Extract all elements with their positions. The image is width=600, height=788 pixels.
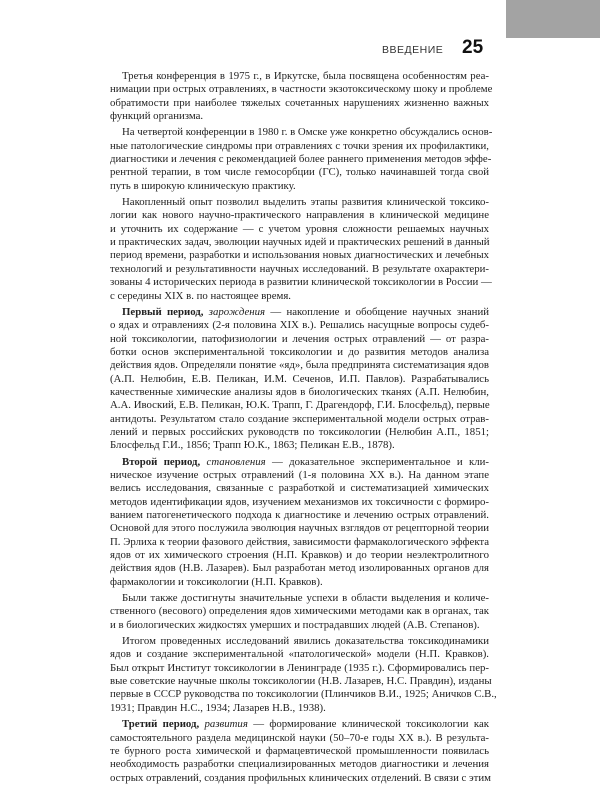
paragraph-line: ядов от их химического строения (Н.П. Кравков) и до теории неэлектролитного: [110, 549, 489, 562]
paragraph-line: ной токсикологии, патофизиологии и лечения острых отравлений — от разра-: [110, 332, 489, 345]
paragraph: [110, 126, 493, 193]
paragraph-line: и уточнить их содержание — с учетом уровня сложности решаемых научных: [110, 222, 489, 235]
paragraph-line: путь в широкую клиническую практику.: [110, 179, 296, 192]
paragraph: [110, 70, 493, 123]
paragraph-line: нимации при острых отравлениях, в частности экзотоксическому шоку и проблеме: [110, 83, 493, 96]
paragraph-line: лений и первых российских руководств по токсикологии (Нелюбин А.П., 1851;: [110, 425, 489, 438]
paragraph-line: и в биологических жидкостях умерших и пострадавших людей (А.В. Степанов).: [110, 618, 480, 631]
paragraph-line: А.А. Ивоский, Е.В. Пеликан, Ю.К. Трапп, Г. Драгендорф, Г.И. Блосфельд), первые: [110, 399, 490, 412]
period-name: становления: [206, 455, 266, 468]
paragraph-line: и практических задач, эволюции научных идей и практических решений в данный: [110, 236, 490, 249]
paragraph-line: логии как нового научно-практического направления в клинической медицине: [110, 209, 489, 222]
paragraph-line: 1931; Правдин Н.С., 1934; Лазарев Н.В., 1938).: [110, 701, 326, 714]
period-name: зарождения: [208, 305, 266, 318]
paragraph-line: Накопленный опыт позволил выделить этапы развития клинической токсико-: [122, 196, 489, 209]
paragraph-line: ные патологические синдромы при отравлениях с точки зрения их профилактики,: [110, 139, 489, 152]
paragraph-line: функций организма.: [110, 110, 204, 123]
paragraph-line: Основой для этого послужила эволюция научных взглядов от рецепторной теории: [110, 522, 490, 535]
paragraph-line: рентной терапии, в том числе гемосорбции (ГС), только начинавшей тогда свой: [110, 166, 489, 179]
paragraph-line: [110, 718, 489, 731]
paragraph-line: обратимости при наиболее тяжелых сочетанных нарушениях жизненно важных: [110, 96, 489, 109]
paragraph-line: Третья конференция в 1975 г., в Иркутске, была посвящена особенностям реа-: [122, 70, 489, 82]
page-edge-tab: [506, 0, 600, 38]
paragraph-line: действия ядов (Н.В. Лазарев). Был разработан метод изолированных органов для: [110, 562, 489, 575]
paragraph-line: [110, 306, 489, 319]
period-lead-text: — доказательное экспериментальное и кли-: [265, 455, 490, 468]
paragraph-line: ядов и создание экспериментальной «патологической» модели (Н.П. Кравков).: [110, 648, 489, 661]
paragraph-line: о ядах и отравлениях (2-я половина XIX в.). Решались насущные вопросы судеб-: [110, 319, 489, 332]
paragraph-line: П. Эрлиха к теории фазового действия, зависимости фармакологического эффекта: [110, 535, 490, 548]
period-paragraph: [110, 456, 489, 589]
page-number: 25: [462, 37, 484, 58]
paragraph-line: Были также достигнуты значительные успехи в области выделения и количе-: [122, 592, 489, 605]
paragraph-line: действия ядов. Определяли понятие «яд», была предпринята систематизация ядов: [110, 359, 489, 372]
paragraph-line: ническое изучение острых отравлений (1-я половина XX в.). На данном этапе: [110, 468, 489, 481]
paragraph-line: велись исследования, связанные с разработкой и систематизацией химических: [110, 482, 489, 495]
body-text: [110, 70, 497, 788]
paragraph-line: зованы 4 исторических периода в развитии клинической токсикологии в России —: [110, 276, 492, 289]
paragraph-line: Итогом проведенных исследований явились доказательства токсикодинамики: [122, 635, 489, 648]
period-heading: Первый период,: [122, 305, 209, 318]
paragraph-line: вые советские научные школы токсикологии (Н.В. Лазарев, Н.С. Правдин), изданы: [110, 675, 492, 688]
period-paragraph: [110, 306, 489, 453]
paragraph-line: Был открыт Институт токсикологии в Ленинграде (1935 г.). Сформировались пер-: [110, 661, 489, 674]
paragraph-line: фармакологии и токсикологии (Н.П. Кравков).: [110, 575, 323, 588]
paragraph: [110, 196, 492, 303]
paragraph-line: самостоятельного раздела медицинской науки (50–70-е годы XX в.). В результа-: [110, 731, 489, 744]
period-heading: Третий период,: [122, 718, 205, 731]
period-paragraph: [110, 718, 489, 785]
paragraph-line: острых отравлений, создания профильных клинических отделений. В связи с этим: [110, 771, 491, 784]
paragraph-line: методов идентификации ядов, изучением механизмов их токсичности с формиро-: [110, 495, 489, 508]
paragraph-line: необходимость разработки специализированных методов диагностики и лечения: [110, 758, 489, 771]
paragraph-line: ботки основ экспериментальной токсикологии и до развития методов анализа: [110, 345, 489, 358]
paragraph-line: [110, 456, 489, 469]
period-lead-text: — формирование клинической токсикологии как: [247, 718, 490, 731]
period-heading: Второй период,: [122, 455, 207, 468]
paragraph: [110, 592, 489, 632]
paragraph-line: первые в СССР руководства по токсикологии (Плинчиков В.И., 1925; Аничков С.В.,: [110, 688, 497, 701]
paragraph-line: диагностики и лечения с рекомендацией более раннего применения методов эффе-: [110, 153, 492, 166]
running-head: ВВЕДЕНИЕ: [382, 44, 444, 56]
period-name: развития: [204, 718, 248, 731]
paragraph-line: Блосфельд Г.И., 1856; Трапп Ю.К., 1863; Пеликан Е.В., 1878).: [110, 439, 395, 452]
period-lead-text: — накопление и обобщение научных знаний: [265, 305, 490, 318]
paragraph-line: с середины XIX в. по настоящее время.: [110, 289, 292, 302]
paragraph-line: качественные химические анализы ядов в биологических тканях (А.П. Нелюбин,: [110, 385, 489, 398]
paragraph-line: антидоты. Результатом стало создание экспериментальной модели острых отрав-: [110, 412, 489, 425]
paragraph-line: технологий и результативности научных исследований. В результате охарактери-: [110, 262, 489, 275]
paragraph-line: период времени, разработки и использования новых диагностических и лечебных: [110, 249, 489, 262]
paragraph-line: (А.П. Нелюбин, Е.В. Пеликан, И.М. Сеченов, И.П. Павлов). Разрабатывались: [110, 372, 489, 385]
paragraph-line: те бурного роста химической и фармацевтической промышленности появилась: [110, 744, 489, 757]
paragraph-line: На четвертой конференции в 1980 г. в Омске уже конкретно обсуждались основ-: [122, 126, 493, 139]
paragraph: [110, 635, 497, 715]
paragraph-line: ственного (весового) определения ядов химическими методами как в органах, так: [110, 605, 489, 618]
paragraph-line: ванием патогенетического подхода к диагностике и лечению острых отравлений.: [110, 509, 489, 521]
